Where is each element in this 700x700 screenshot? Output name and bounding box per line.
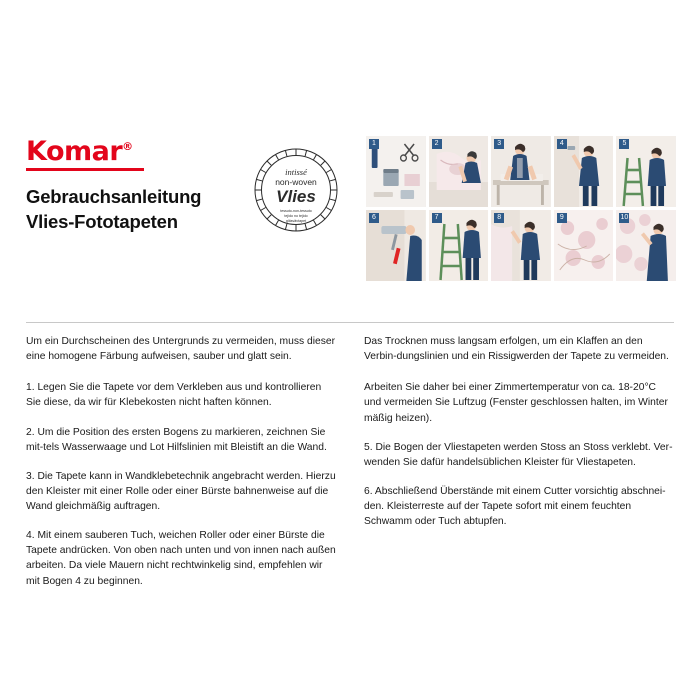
photo-number: 1 bbox=[369, 139, 379, 149]
brand-block bbox=[26, 138, 266, 235]
brand-underline bbox=[26, 168, 144, 171]
page-title-line1: Gebrauchsanleitung bbox=[26, 186, 202, 207]
brand-name: Komar bbox=[26, 136, 123, 167]
photo-person-trimming-finished-wall bbox=[616, 210, 676, 281]
vlies-seal bbox=[246, 140, 346, 240]
photo-number: 4 bbox=[557, 139, 567, 149]
right-intro: Das Trocknen muss langsam erfolgen, um ein Klaffen an den Verbin-dungslinien und ein Rissigwerden der Tapete zu vermeiden. bbox=[364, 336, 669, 363]
drying-note: Arbeiten Sie daher bei einer Zimmertemperatur von ca. 18-20°C und vermeiden Sie Luftzug (Fenster geschlossen halten, im Winter mäßig heizen). bbox=[364, 382, 668, 424]
step-4: 4. Mit einem sauberen Tuch, weichen Roller oder einer Bürste die Tapete andrücken. Von oben nach unten und von innen nach außen arbeiten. Da viele Mauern nicht rechtwinkelig sind, empfehlen wir mit Bogen 4 zu beginnen. bbox=[26, 530, 336, 587]
svg-text:non-woven: non-woven bbox=[275, 177, 317, 187]
step-3: 3. Die Tapete kann in Wandklebetechnik angebracht werden. Hierzu den Kleister mit einer Rolle oder einer Bürste bahnenweise auf die Wand gleichmäßig auftragen. bbox=[26, 470, 336, 512]
svg-text:gläsvävtapet: gläsvävtapet bbox=[285, 219, 307, 223]
photo-person-brushing-wallpaper bbox=[491, 210, 551, 281]
photo-number: 2 bbox=[432, 139, 442, 149]
right-column bbox=[364, 334, 676, 603]
step-1: 1. Legen Sie die Tapete vor dem Verkleben aus und kontrollieren Sie diese, da wir für Klebekosten nicht haften können. bbox=[26, 382, 322, 409]
photo-tools-scissors-tape bbox=[366, 136, 426, 207]
photo-strip bbox=[366, 136, 676, 281]
photo-number: 6 bbox=[369, 213, 379, 223]
page-title-line2: Vlies-Fototapeten bbox=[26, 210, 178, 232]
instructions-columns bbox=[26, 334, 676, 603]
left-intro: Um ein Durchscheinen des Untergrunds zu vermeiden, muss dieser eine homogene Färbung aufweisen, sauber und glatt sein. bbox=[26, 336, 336, 363]
registered-mark: ® bbox=[122, 140, 133, 153]
step-6: 6. Abschließend Überstände mit einem Cutter vorsichtig abschnei-den. Kleisterreste auf der Tapete sofort mit einem feuchten Schwamm oder Tuch abtupfen. bbox=[364, 485, 666, 528]
svg-text:tejido no tejido: tejido no tejido bbox=[284, 214, 308, 218]
left-column bbox=[26, 334, 338, 603]
photo-floral-wallpaper-panel bbox=[554, 210, 614, 281]
photo-number: 3 bbox=[494, 139, 504, 149]
photo-number: 8 bbox=[494, 213, 504, 223]
photo-number: 10 bbox=[620, 214, 629, 221]
photo-person-on-ladder-smoothing bbox=[429, 210, 489, 281]
svg-text:Vlies: Vlies bbox=[276, 187, 316, 206]
svg-text:tessuto-non-tessuto: tessuto-non-tessuto bbox=[280, 209, 312, 213]
photo-number: 9 bbox=[557, 213, 567, 223]
step-5: 5. Die Bogen der Vliestapeten werden Stoss an Stoss verklebt. Ver-wenden Sie dafür handelsüblichen Kleister für Vliestapeten. bbox=[364, 441, 673, 468]
step-2: 2. Um die Position des ersten Bogens zu markieren, zeichnen Sie mit-tels Wasserwaage und Lot Hilfslinien mit Bleistift an die Wand. bbox=[26, 426, 327, 453]
photo-paste-roller-on-wall bbox=[366, 210, 426, 281]
photo-person-applying-paste-to-wall bbox=[554, 136, 614, 207]
photo-person-cutting-wallpaper bbox=[429, 136, 489, 207]
document-header bbox=[0, 118, 700, 318]
photo-number: 7 bbox=[432, 213, 442, 223]
svg-text:intissé: intissé bbox=[285, 167, 307, 177]
photo-person-at-pasting-table bbox=[491, 136, 551, 207]
brand-logo bbox=[26, 138, 133, 165]
header-divider bbox=[26, 322, 674, 323]
photo-person-on-ladder-hanging bbox=[616, 136, 676, 207]
photo-number: 5 bbox=[619, 139, 629, 149]
page-title bbox=[26, 185, 266, 235]
